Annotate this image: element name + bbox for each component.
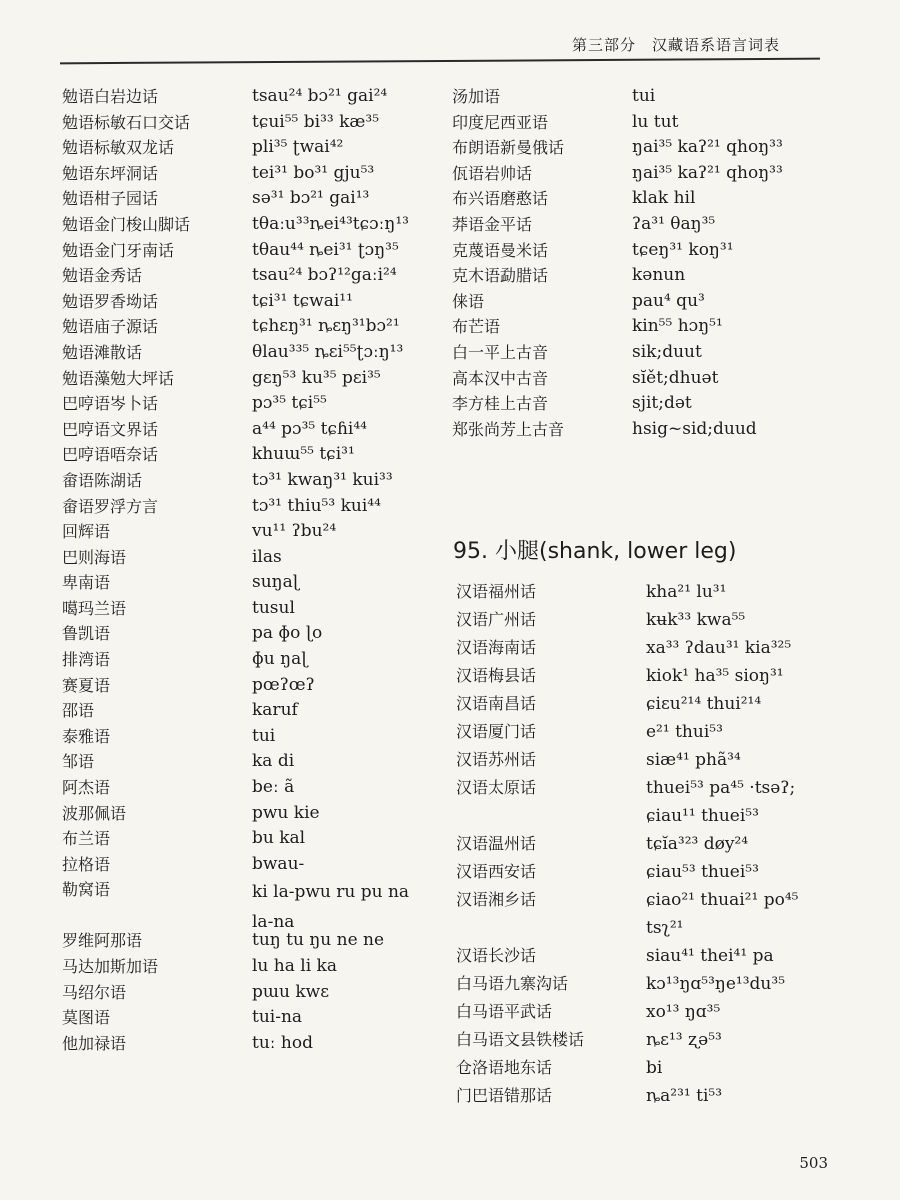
word-form: ɕiɛu²¹⁴ thui²¹⁴ — [646, 694, 762, 714]
page-number: 503 — [799, 1154, 828, 1172]
entry-row — [42, 1005, 412, 1031]
entry-row — [448, 690, 848, 718]
language-name: 马达加斯加语 — [62, 957, 159, 976]
language-name: 高本汉中古音 — [452, 368, 549, 388]
word-form: pœʔœʔ — [252, 674, 315, 695]
language-name: 克蔑语曼米话 — [452, 240, 549, 260]
language-name: 畲语罗浮方言 — [62, 496, 159, 516]
word-form: ka di — [252, 751, 295, 772]
word-form: suŋaɭ — [252, 572, 299, 593]
entry-row — [42, 417, 412, 443]
language-name: 佤语岩帅话 — [452, 163, 533, 183]
word-form: ilas — [252, 546, 282, 567]
entry-row — [42, 366, 412, 392]
language-name: 仓洛语地东话 — [456, 1058, 553, 1077]
entry-row — [448, 212, 828, 238]
word-form: sĭět;dhuət — [632, 367, 719, 388]
entry-row — [42, 749, 412, 775]
entry-row — [42, 110, 412, 136]
word-form: a⁴⁴ pɔ³⁵ tɕɦi⁴⁴ — [252, 418, 367, 439]
word-form: ŋai³⁵ kaʔ²¹ qhoŋ³³ — [632, 137, 783, 158]
word-form-continuation: tsʅ²¹ — [646, 918, 684, 938]
word-form: khuɯ⁵⁵ tɕi³¹ — [252, 444, 355, 465]
word-form: tɕeŋ³¹ koŋ³¹ — [632, 239, 734, 260]
word-form: xa³³ ʔdau³¹ kia³²⁵ — [646, 638, 792, 658]
entry-row — [448, 314, 828, 340]
word-form: e²¹ thui⁵³ — [646, 722, 723, 742]
word-form: vu¹¹ ʔbu²⁴ — [252, 521, 337, 542]
language-name: 汉语厦门话 — [456, 722, 537, 741]
language-name: 泰雅语 — [62, 726, 111, 746]
word-form: beː ã — [252, 777, 295, 798]
word-form: tei³¹ bo³¹ gju⁵³ — [252, 162, 375, 183]
word-form: pau⁴ qu³ — [632, 290, 705, 311]
entry-row — [448, 161, 828, 187]
entry-row — [42, 621, 412, 647]
language-name: 布兰语 — [62, 829, 111, 849]
entry-row — [42, 647, 412, 673]
language-name: 噶玛兰语 — [62, 598, 127, 618]
language-name: 勉语罗香坳话 — [62, 291, 159, 311]
word-form: pɔ³⁵ tɕi⁵⁵ — [252, 393, 327, 414]
language-name: 排湾语 — [62, 650, 111, 670]
entry-row — [42, 1031, 412, 1057]
language-name: 勒窝语 — [62, 880, 111, 900]
language-name: 马绍尔语 — [62, 982, 127, 1002]
language-name: 巴哼语文界话 — [62, 419, 159, 439]
language-name: 勉语标敏石口交话 — [62, 112, 191, 132]
word-form: karuf — [252, 700, 298, 721]
word-form: thuei⁵³ pa⁴⁵ ·tsəʔ; — [646, 778, 796, 798]
entry-row — [42, 212, 412, 238]
entry-row — [448, 718, 848, 746]
entry-row — [448, 998, 848, 1026]
word-form: bi — [646, 1058, 663, 1078]
entry-row — [42, 263, 412, 289]
entry-row — [448, 1082, 848, 1110]
entry-row — [448, 1054, 848, 1082]
language-name: 白马语九寨沟话 — [456, 974, 569, 993]
entry-row — [448, 942, 848, 970]
language-name: 汉语广州话 — [456, 610, 537, 629]
entry-row — [42, 545, 412, 571]
entry-row — [448, 366, 828, 392]
entry-row — [448, 135, 828, 161]
language-name: 鲁凯语 — [62, 624, 111, 644]
entry-row — [448, 1026, 848, 1054]
language-name: 卑南语 — [62, 573, 111, 593]
word-form: ɕiao²¹ thuai²¹ po⁴⁵ — [646, 890, 799, 910]
word-form: ɸu ŋaɭ — [252, 649, 308, 670]
word-form: ki la-pwu ru pu na la-na — [252, 882, 410, 933]
entry-row — [42, 84, 412, 110]
entry-row — [42, 775, 412, 801]
entry-row — [448, 746, 848, 774]
entry-row — [42, 673, 412, 699]
word-form: pɯu kwɛ — [252, 981, 330, 1002]
word-form: tθaːu³³ȵei⁴³tɕɔːŋ¹³ — [252, 213, 409, 234]
entry-row — [42, 289, 412, 315]
language-name: 莽语金平话 — [452, 214, 533, 234]
language-name: 汉语西安话 — [456, 862, 537, 881]
language-name: 他加禄语 — [62, 1033, 127, 1053]
word-form: tɔ³¹ thiu⁵³ kui⁴⁴ — [252, 495, 381, 516]
running-header: 第三部分 汉藏语系语言词表 — [571, 36, 780, 54]
word-form: pwu kie — [252, 802, 320, 823]
word-form: tɕi³¹ tɕwai¹¹ — [252, 290, 353, 311]
word-form: sə³¹ bɔ²¹ gai¹³ — [252, 188, 370, 209]
entry-row — [42, 801, 412, 827]
entry-row — [448, 238, 828, 264]
word-form: tɕĭa³²³ døy²⁴ — [646, 834, 749, 854]
word-form: tui-na — [252, 1007, 303, 1028]
word-form: tɕui⁵⁵ bi³³ kæ³⁵ — [252, 111, 380, 132]
word-form: xo¹³ ŋɑ³⁵ — [646, 1002, 721, 1022]
language-name: 门巴语错那话 — [456, 1086, 553, 1105]
word-form: lu ha li ka — [252, 956, 337, 976]
language-name: 勉语金秀话 — [62, 266, 143, 286]
word-form: tsau²⁴ bɔʔ¹²gaːi²⁴ — [252, 265, 397, 286]
language-name: 勉语标敏双龙话 — [62, 138, 175, 158]
language-name: 布兴语磨憨话 — [452, 189, 549, 209]
entry-row — [448, 886, 848, 914]
language-name: 畲语陈湖话 — [62, 470, 143, 490]
entry-row — [448, 289, 828, 315]
language-name: 汉语长沙话 — [456, 946, 537, 965]
entry-row — [42, 442, 412, 468]
entry-row — [42, 596, 412, 622]
word-form: tuː hod — [252, 1032, 313, 1053]
language-name: 勉语金门梭山脚话 — [62, 214, 191, 234]
language-name: 汉语南昌话 — [456, 694, 537, 713]
word-form: sik;duut — [632, 341, 702, 362]
entry-row — [42, 519, 412, 545]
entry-row — [42, 954, 412, 980]
language-name: 巴哼语岑卜话 — [62, 394, 159, 414]
entry-row — [42, 468, 412, 494]
entry-row — [448, 263, 828, 289]
entry-row — [42, 877, 412, 933]
word-form: tsau²⁴ bɔ²¹ gai²⁴ — [252, 86, 388, 106]
word-form: tɔ³¹ kwaŋ³¹ kui³³ — [252, 469, 393, 490]
entry-row — [448, 84, 828, 110]
language-name: 邹语 — [62, 752, 95, 772]
entry-row — [448, 634, 848, 662]
entry-row — [448, 186, 828, 212]
language-name: 李方桂上古音 — [452, 394, 549, 414]
language-name: 汉语温州话 — [456, 834, 537, 853]
entry-row — [42, 314, 412, 340]
language-name: 拉格语 — [62, 854, 111, 874]
language-name: 郑张尚芳上古音 — [452, 419, 565, 439]
entry-row — [42, 135, 412, 161]
right-column — [448, 84, 828, 442]
word-form: hsig~sid;duud — [632, 418, 757, 439]
word-form: ɕiau⁵³ thuei⁵³ — [646, 862, 759, 882]
language-name: 罗维阿那语 — [62, 931, 143, 951]
word-form: tusul — [252, 597, 295, 618]
word-form: kha²¹ lu³¹ — [646, 582, 727, 602]
section-entries — [448, 578, 848, 1110]
entry-row — [42, 161, 412, 187]
language-name: 印度尼西亚语 — [452, 112, 549, 132]
entry-row — [42, 494, 412, 520]
language-name: 勉语金门牙南话 — [62, 240, 175, 260]
header-rule — [60, 58, 820, 65]
entry-row — [448, 417, 828, 443]
language-name: 俫语 — [452, 291, 485, 311]
word-form: siau⁴¹ thei⁴¹ pa — [646, 946, 774, 966]
entry-row — [42, 852, 412, 878]
language-name: 汉语太原话 — [456, 778, 537, 797]
language-name: 赛夏语 — [62, 675, 111, 695]
language-name: 汉语湘乡话 — [456, 890, 537, 909]
word-form: ȵa²³¹ ti⁵³ — [646, 1086, 723, 1106]
word-form: klak hil — [632, 188, 696, 209]
word-form: pa ɸo ɭo — [252, 623, 323, 644]
language-name: 莫图语 — [62, 1008, 111, 1028]
language-name: 克木语勐腊话 — [452, 266, 549, 286]
entry-row — [42, 238, 412, 264]
language-name: 邵语 — [62, 701, 95, 721]
entry-row — [42, 570, 412, 596]
word-form: bwau- — [252, 853, 305, 874]
entry-row — [448, 662, 848, 690]
word-form: tui — [252, 725, 276, 746]
entry-row — [448, 391, 828, 417]
word-form: kiok¹ ha³⁵ sioŋ³¹ — [646, 666, 784, 686]
language-name: 勉语柑子园话 — [62, 189, 159, 209]
word-form: tui — [632, 86, 656, 106]
word-form: θlau³³⁵ ȵɛi⁵⁵ʈɔːŋ¹³ — [252, 341, 404, 362]
language-name: 汤加语 — [452, 87, 501, 106]
entry-row — [42, 340, 412, 366]
language-name: 布芒语 — [452, 317, 501, 337]
word-form: kɔ¹³ŋɑ⁵³ŋe¹³du³⁵ — [646, 974, 786, 994]
language-name: 波那佩语 — [62, 803, 127, 823]
word-form: pli³⁵ ʈwai⁴² — [252, 137, 344, 158]
section-title: 95. 小腿(shank, lower leg) — [453, 539, 737, 564]
word-form: bu kal — [252, 828, 306, 849]
word-form: ȵɛ¹³ ʐə⁵³ — [646, 1030, 722, 1050]
entry-row — [42, 928, 412, 954]
entry-row — [42, 698, 412, 724]
language-name: 勉语白岩边话 — [62, 87, 159, 106]
entry-row — [42, 826, 412, 852]
word-form: sjit;dət — [632, 393, 692, 414]
word-form: kin⁵⁵ hɔŋ⁵¹ — [632, 316, 723, 337]
language-name: 勉语东坪洞话 — [62, 163, 159, 183]
word-form: ʔa³¹ θaŋ³⁵ — [632, 213, 716, 234]
language-name: 阿杰语 — [62, 778, 111, 798]
language-name: 汉语梅县话 — [456, 666, 537, 685]
word-form-continuation: ɕiau¹¹ thuei⁵³ — [646, 806, 759, 826]
entry-row — [448, 970, 848, 998]
entry-row — [448, 858, 848, 886]
entry-row — [448, 830, 848, 858]
language-name: 巴哼语唔奈话 — [62, 445, 159, 465]
entry-row — [42, 391, 412, 417]
language-name: 白一平上古音 — [452, 342, 549, 362]
entry-row — [42, 980, 412, 1006]
language-name: 勉语庙子源话 — [62, 317, 159, 337]
language-name: 汉语福州话 — [456, 582, 537, 601]
word-form: gɛŋ⁵³ ku³⁵ pɛi³⁵ — [252, 367, 381, 388]
language-name: 白马语平武话 — [456, 1002, 553, 1021]
entry-row — [448, 774, 848, 802]
language-name: 勉语滩散话 — [62, 342, 143, 362]
entry-row — [42, 724, 412, 750]
entry-row — [448, 110, 828, 136]
word-form: lu tut — [632, 111, 679, 132]
entry-row — [42, 186, 412, 212]
word-form: siæ⁴¹ phã³⁴ — [646, 750, 741, 770]
language-name: 回辉语 — [62, 522, 111, 542]
language-name: 汉语海南话 — [456, 638, 537, 657]
entry-row — [448, 340, 828, 366]
language-name: 汉语苏州话 — [456, 750, 537, 769]
language-name: 巴则海语 — [62, 547, 127, 567]
language-name: 布朗语新曼俄话 — [452, 138, 565, 158]
word-form: tθau⁴⁴ ȵei³¹ ʈɔŋ³⁵ — [252, 239, 399, 260]
word-form: ŋai³⁵ kaʔ²¹ qhoŋ³³ — [632, 162, 783, 183]
entry-row — [448, 578, 848, 606]
language-name: 勉语藻勉大坪话 — [62, 368, 175, 388]
word-form: tuŋ tu ŋu ne ne — [252, 930, 385, 951]
entry-row — [448, 606, 848, 634]
word-form: kənun — [632, 265, 686, 286]
word-form: tɕhɛŋ³¹ ȵɛŋ³¹bɔ²¹ — [252, 316, 400, 337]
left-column — [42, 84, 412, 1056]
language-name: 白马语文县铁楼话 — [456, 1030, 585, 1049]
word-form: kʉk³³ kwa⁵⁵ — [646, 610, 746, 630]
